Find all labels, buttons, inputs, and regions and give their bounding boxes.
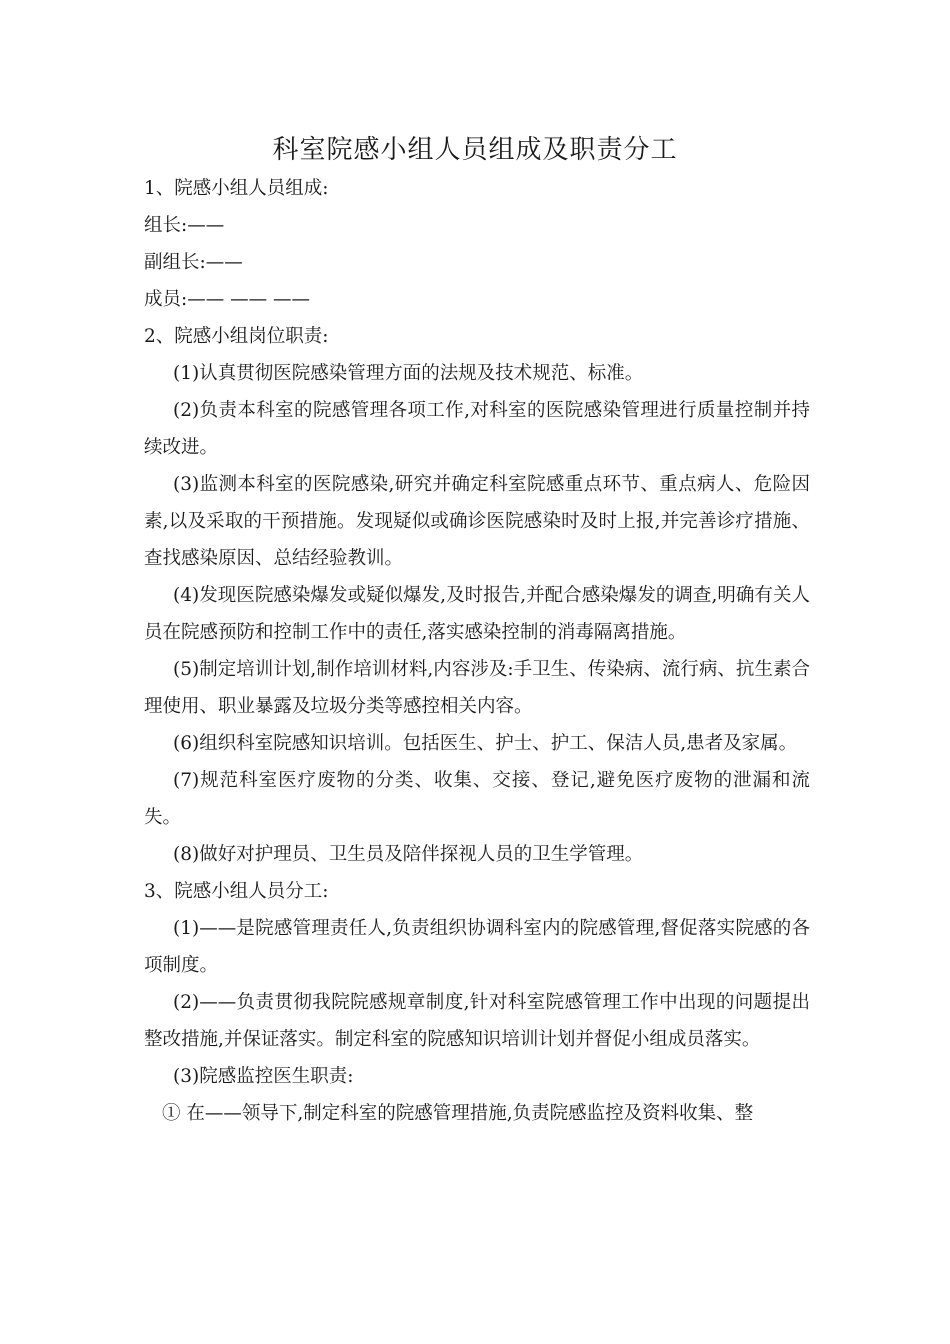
section3-heading: 3、院感小组人员分工: (144, 881, 329, 902)
duty-item-6: (6)组织科室院感知识培训。包括医生、护士、护工、保洁人员,患者及家属。 (173, 733, 798, 754)
duty-item-5: (5)制定培训计划,制作培训材料,内容涉及:手卫生、传染病、流行病、抗生素合理使用、职业暴露及垃圾分类等感控相关内容。 (144, 659, 810, 717)
document-body (144, 170, 810, 1132)
role-item-2: (2)——负责贯彻我院院感规章制度,针对科室院感管理工作中出现的问题提出整改措施,并保证落实。制定科室的院感知识培训计划并督促小组成员落实。 (144, 992, 810, 1050)
duty-item-4: (4)发现医院感染爆发或疑似爆发,及时报告,并配合感染爆发的调查,明确有关人员在院感预防和控制工作中的责任,落实感染控制的消毒隔离措施。 (144, 585, 810, 643)
duty-item-2: (2)负责本科室的院感管理各项工作,对科室的医院感染管理进行质量控制并持续改进。 (144, 400, 810, 458)
duty-item-3: (3)监测本科室的医院感染,研究并确定科室院感重点环节、重点病人、危险因素,以及采取的干预措施。发现疑似或确诊医院感染时及时上报,并完善诊疗措施、查找感染原因、总结经验教训。 (144, 474, 810, 569)
section1-heading: 1、院感小组人员组成: (144, 178, 329, 199)
role-subitem-1: ① 在——领导下,制定科室的院感管理措施,负责院感监控及资料收集、整 (162, 1103, 754, 1124)
deputy-leader-line: 副组长:—— (144, 252, 243, 273)
duty-item-1: (1)认真贯彻医院感染管理方面的法规及技术规范、标准。 (173, 363, 644, 384)
role-item-1: (1)——是院感管理责任人,负责组织协调科室内的院感管理,督促落实院感的各项制度。 (144, 918, 810, 976)
section2-heading: 2、院感小组岗位职责: (144, 326, 329, 347)
members-line: 成员:—— —— —— (144, 289, 310, 310)
team-leader-line: 组长:—— (144, 215, 225, 236)
document-title: 科室院感小组人员组成及职责分工 (272, 135, 678, 165)
role-item-3: (3)院感监控医生职责: (173, 1066, 354, 1087)
duty-item-7: (7)规范科室医疗废物的分类、收集、交接、登记,避免医疗废物的泄漏和流失。 (144, 770, 810, 828)
duty-item-8: (8)做好对护理员、卫生员及陪伴探视人员的卫生学管理。 (173, 844, 644, 865)
